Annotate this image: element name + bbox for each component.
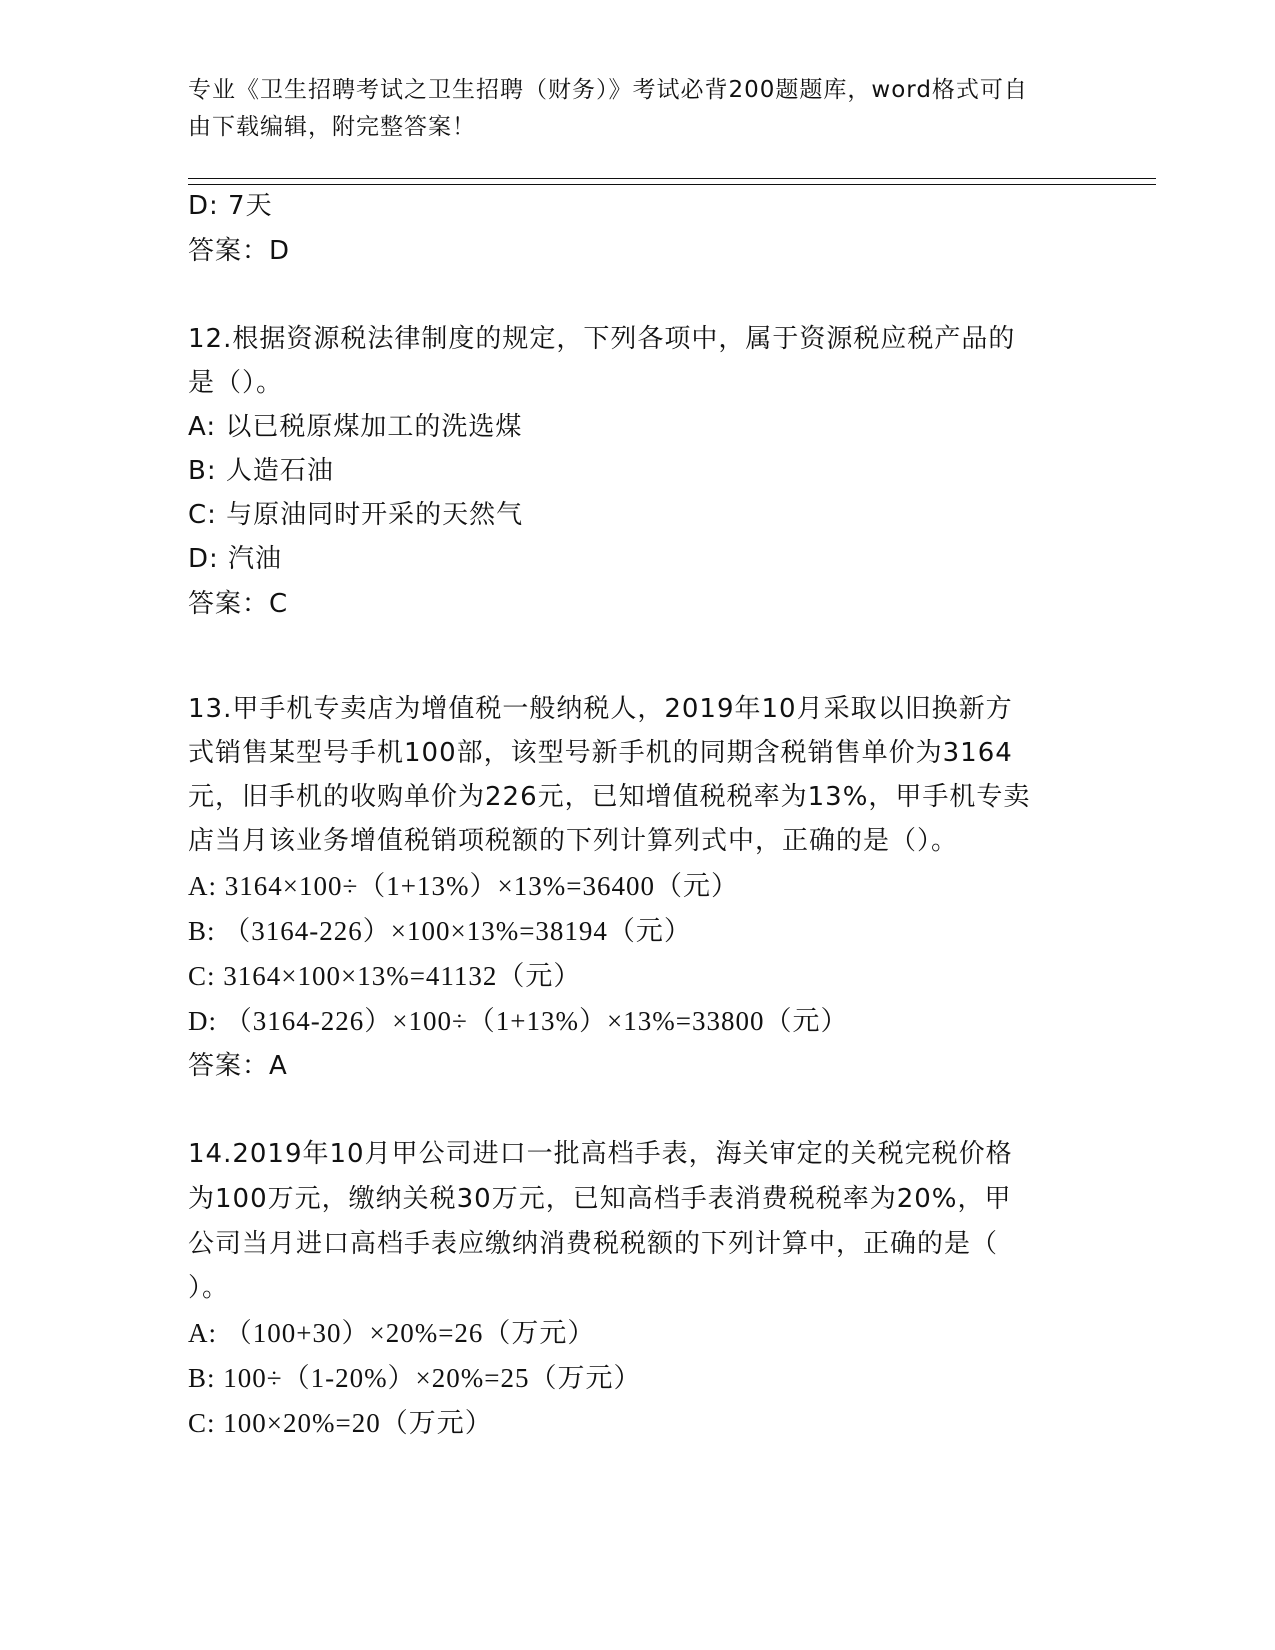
question-12-option-a: A: 以已税原煤加工的洗选煤: [188, 412, 523, 442]
header-line-2: 由下载编辑，附完整答案！: [188, 114, 476, 140]
question-12-option-b: B: 人造石油: [188, 456, 334, 486]
question-14-option-c: C: 100×20%=20（万元）: [188, 1408, 493, 1438]
question-14-line-2: 为100万元，缴纳关税30万元，已知高档手表消费税税率为20%，甲: [188, 1184, 1012, 1214]
question-13-line-1: 13.甲手机专卖店为增值税一般纳税人，2019年10月采取以旧换新方: [188, 694, 1013, 724]
question-13-line-3: 元，旧手机的收购单价为226元，已知增值税税率为13%，甲手机专卖: [188, 782, 1031, 812]
question-13-line-2: 式销售某型号手机100部，该型号新手机的同期含税销售单价为3164: [188, 738, 1013, 768]
header-line-1: 专业《卫生招聘考试之卫生招聘（财务）》考试必背200题题库，word格式可自: [188, 77, 1028, 103]
question-13-option-c: C: 3164×100×13%=41132（元）: [188, 961, 582, 991]
question-13-line-4: 店当月该业务增值税销项税额的下列计算列式中，正确的是（）。: [188, 826, 959, 856]
option-d-prev: D: 7天: [188, 191, 273, 221]
document-header: [188, 72, 1078, 146]
question-14-line-1: 14.2019年10月甲公司进口一批高档手表，海关审定的关税完税价格: [188, 1139, 1013, 1169]
question-12-line-2: 是（）。: [188, 368, 284, 398]
question-14-option-b: B: 100÷（1-20%）×20%=25（万元）: [188, 1363, 642, 1393]
question-12-option-d: D: 汽油: [188, 544, 283, 574]
question-14-line-4: ）。: [188, 1273, 230, 1303]
header-divider-top: [188, 178, 1156, 179]
question-13-option-d: D: （3164-226）×100÷（1+13%）×13%=33800（元）: [188, 1006, 849, 1036]
question-13-option-b: B: （3164-226）×100×13%=38194（元）: [188, 916, 692, 946]
question-14-line-3: 公司当月进口高档手表应缴纳消费税税额的下列计算中，正确的是（: [188, 1229, 999, 1259]
answer-11: 答案：D: [188, 236, 291, 266]
answer-13: 答案：A: [188, 1051, 288, 1081]
question-13-option-a: A: 3164×100÷（1+13%）×13%=36400（元）: [188, 871, 739, 901]
question-12-line-1: 12.根据资源税法律制度的规定，下列各项中，属于资源税应税产品的: [188, 324, 1016, 354]
header-divider-bottom: [188, 184, 1156, 185]
question-12-option-c: C: 与原油同时开采的天然气: [188, 500, 524, 530]
question-14-option-a: A: （100+30）×20%=26（万元）: [188, 1318, 596, 1348]
answer-12: 答案：C: [188, 589, 289, 619]
